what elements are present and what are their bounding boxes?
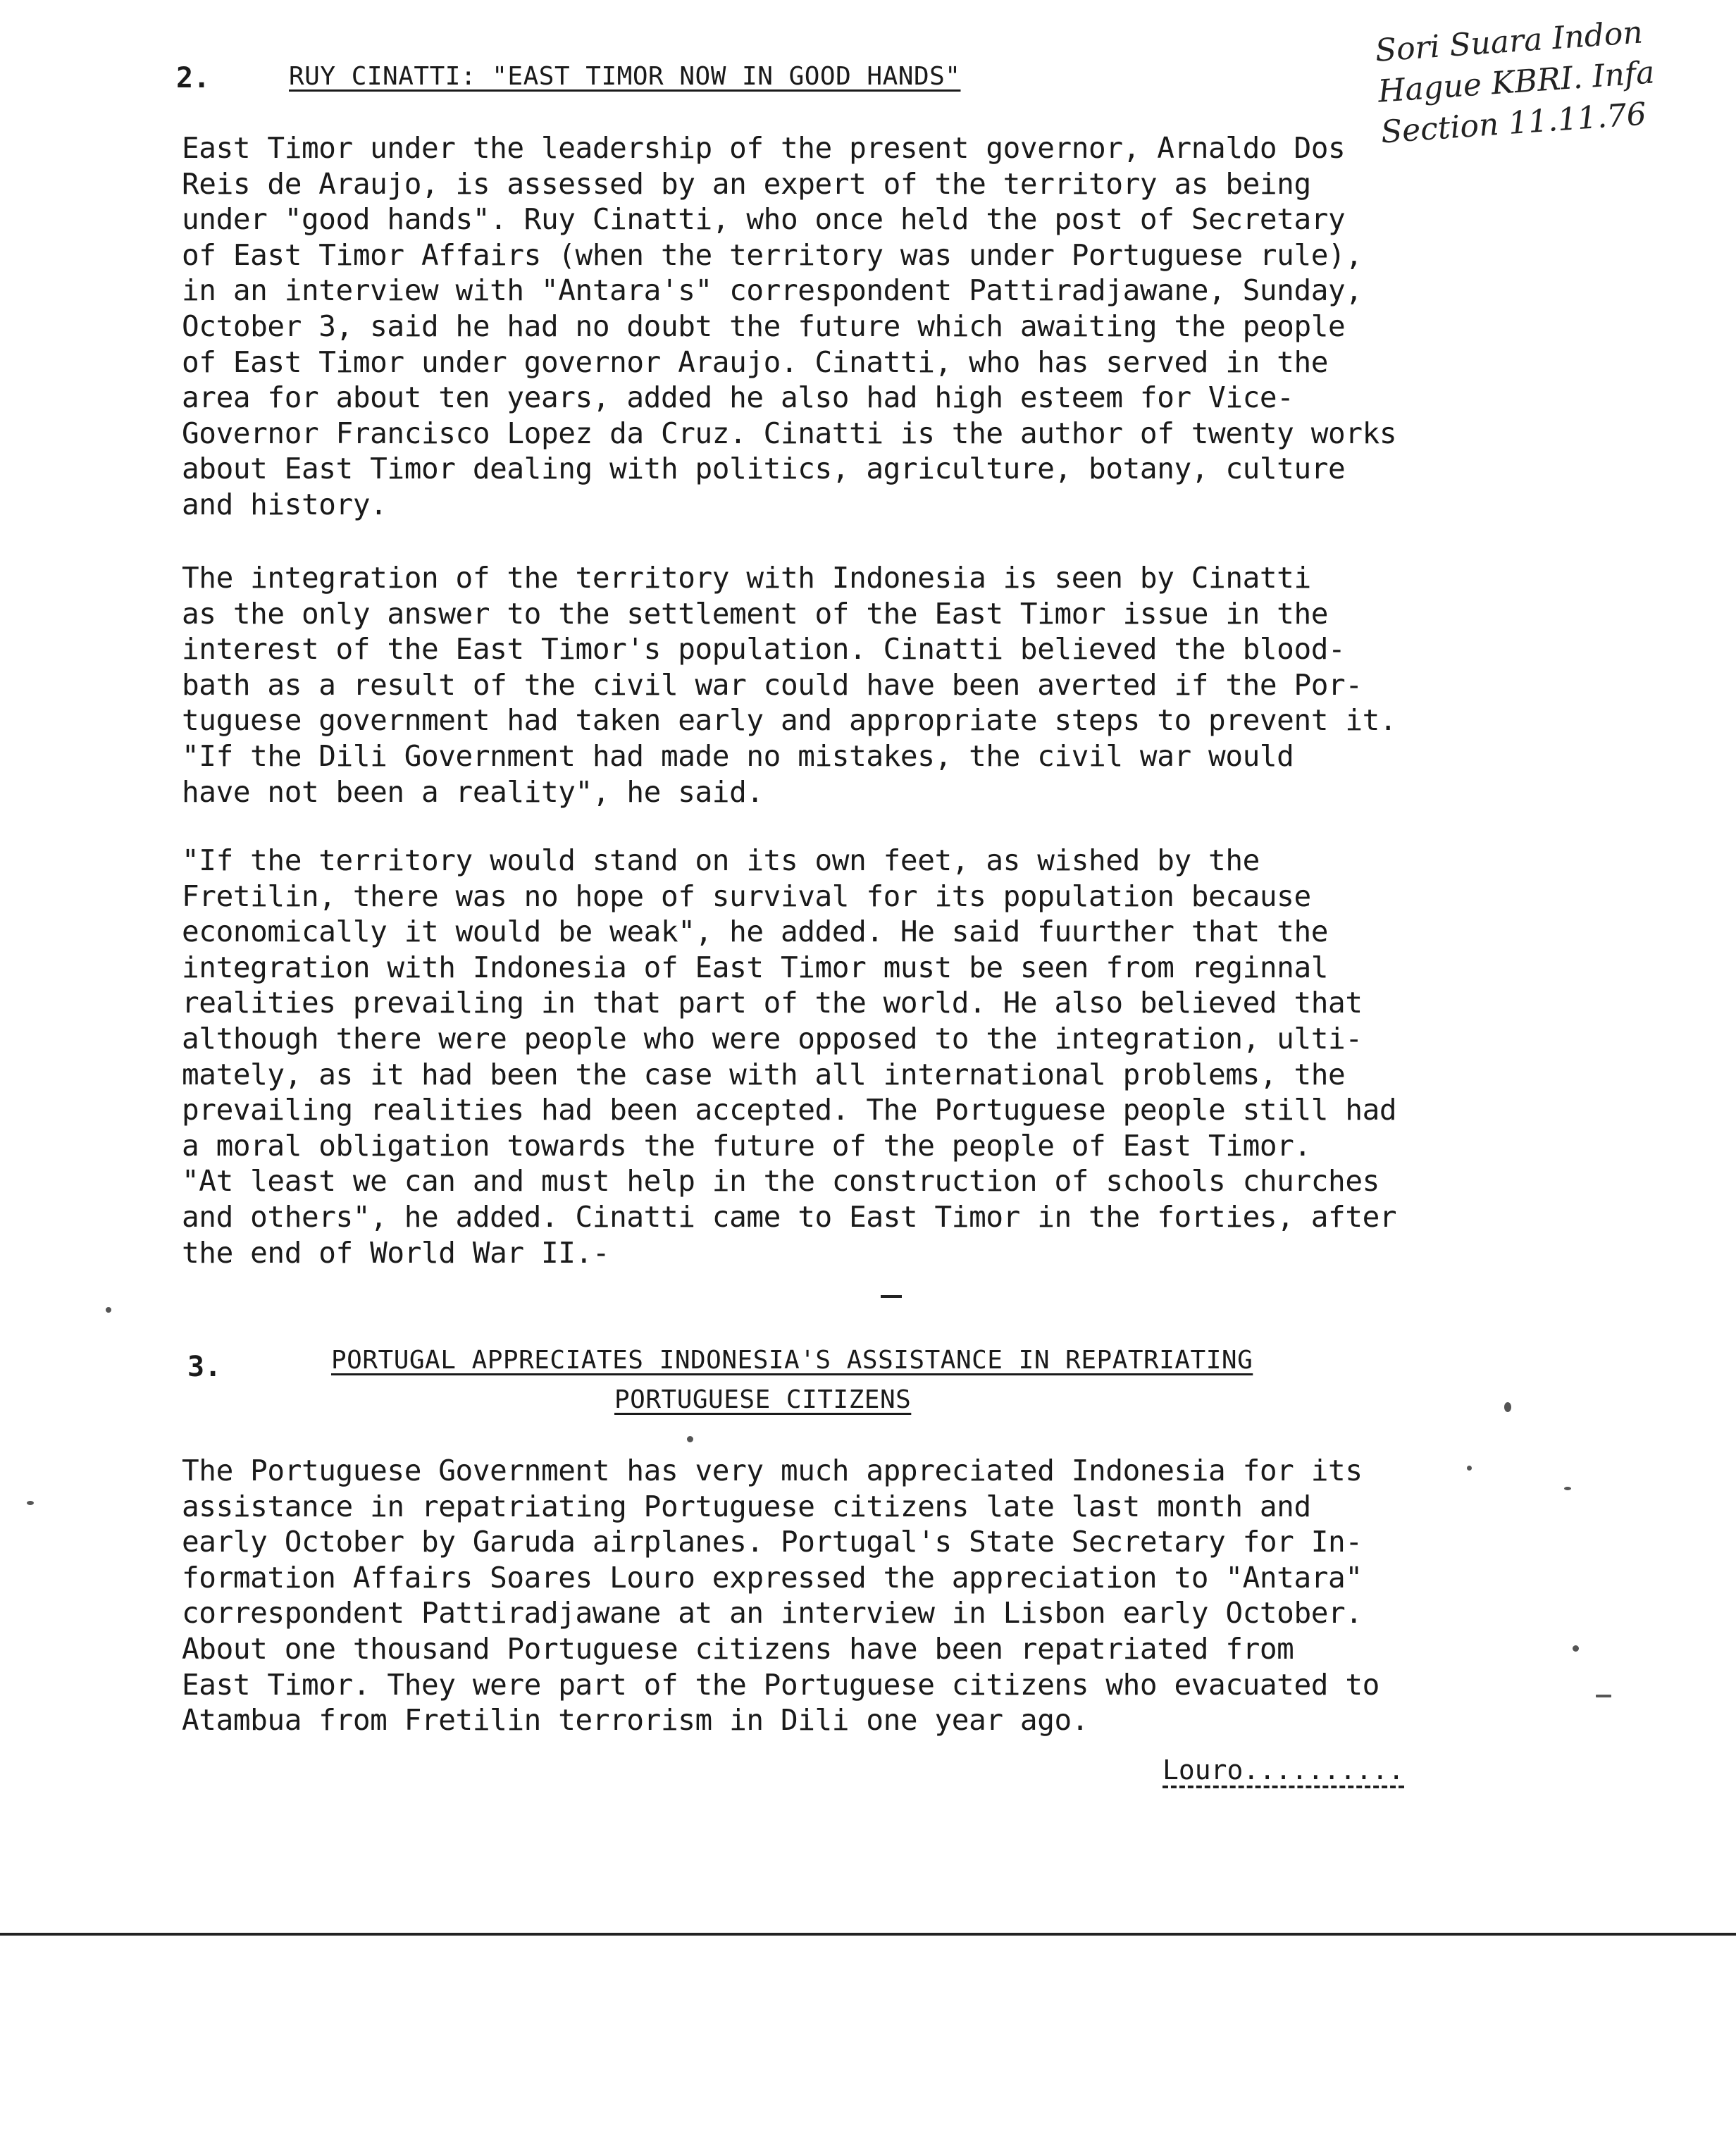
separator-dash (881, 1295, 902, 1298)
handwritten-line: Hague KBRI. Infa (1377, 54, 1656, 110)
section-2-paragraph-1: East Timor under the leadership of the present governor, Arnaldo Dos Reis de Araujo, is assessed by an expert of the territory as being under "good hands". Ruy Cinatti, who once held the post of Secretary of East Timor Affairs (when the territory was under Portuguese rule), in an interview with "Antara's" correspondent Pattiradjawane, Sunday, October 3, said he had no doubt the future which awaiting the people of East Timor under governor Araujo. Cinatti, who has served in the area for about ten years, added he also had high esteem for Vice- Governor Francisco Lopez da Cruz. Cinatti is the author of twenty works about East Timor dealing with politics, agriculture, botany, culture and history. (182, 131, 1397, 521)
scan-speck (687, 1436, 693, 1442)
section-3-number: 3. (187, 1351, 222, 1383)
section-2-heading: RUY CINATTI: "EAST TIMOR NOW IN GOOD HANDS" (289, 62, 961, 91)
scan-speck (1467, 1466, 1472, 1471)
scan-speck (1564, 1487, 1571, 1490)
handwritten-line: Sori Suara Indon (1374, 14, 1644, 69)
section-2-paragraph-3: "If the territory would stand on its own feet, as wished by the Fretilin, there was no hope of survival for its population because economically it would be weak", he added. He said fuurther that the integration with Indonesia of East Timor must be seen from reginnal realities prevailing in that part of the world. He also believed that although there were people who were opposed to the integration, ulti- mately, as it had been the case with all international problems, the prevailing realities had been accepted. The Portuguese people still had a moral obligation towards the future of the people of East Timor. "At least we can and must help in the construction of schools churches and others", he added. Cinatti came to East Timor in the forties, after the end of World War II.- (182, 843, 1397, 1270)
scan-speck (1596, 1695, 1611, 1697)
scan-speck (27, 1501, 34, 1505)
section-2-paragraph-2: The integration of the territory with Indonesia is seen by Cinatti as the only answer to the settlement of the East Timor issue in the interest of the East Timor's population. Cinatti believed the blood- bath as a result of the civil war could have been averted if the Por- tuguese government had taken early and appropriate steps to prevent it. "If the Dili Government had made no mistakes, the civil war would have not been a reality", he said. (182, 561, 1397, 809)
section-3-heading-line-1: PORTUGAL APPRECIATES INDONESIA'S ASSISTANCE IN REPATRIATING (331, 1346, 1253, 1375)
section-2-number: 2. (176, 62, 211, 94)
scan-speck (1573, 1645, 1579, 1652)
continuation-marker: Louro.......... (1162, 1755, 1405, 1786)
scan-speck (1504, 1402, 1511, 1412)
handwritten-line: Section 11.11.76 (1380, 96, 1648, 151)
scan-speck (106, 1307, 111, 1313)
section-3-paragraph-1: The Portuguese Government has very much appreciated Indonesia for its assistance in repatriating Portuguese citizens late last month and early October by Garuda airplanes. Portugal's State Secretary for In- formation Affairs Soares Louro expressed the appreciation to "Antara" correspondent Pattiradjawane at an interview in Lisbon early October. About one thousand Portuguese citizens have been repatriated from East Timor. They were part of the Portuguese citizens who evacuated to Atambua from Fretilin terrorism in Dili one year ago. (182, 1454, 1380, 1738)
section-3-heading-line-2: PORTUGUESE CITIZENS (614, 1385, 912, 1414)
bottom-rule (0, 1933, 1736, 1936)
